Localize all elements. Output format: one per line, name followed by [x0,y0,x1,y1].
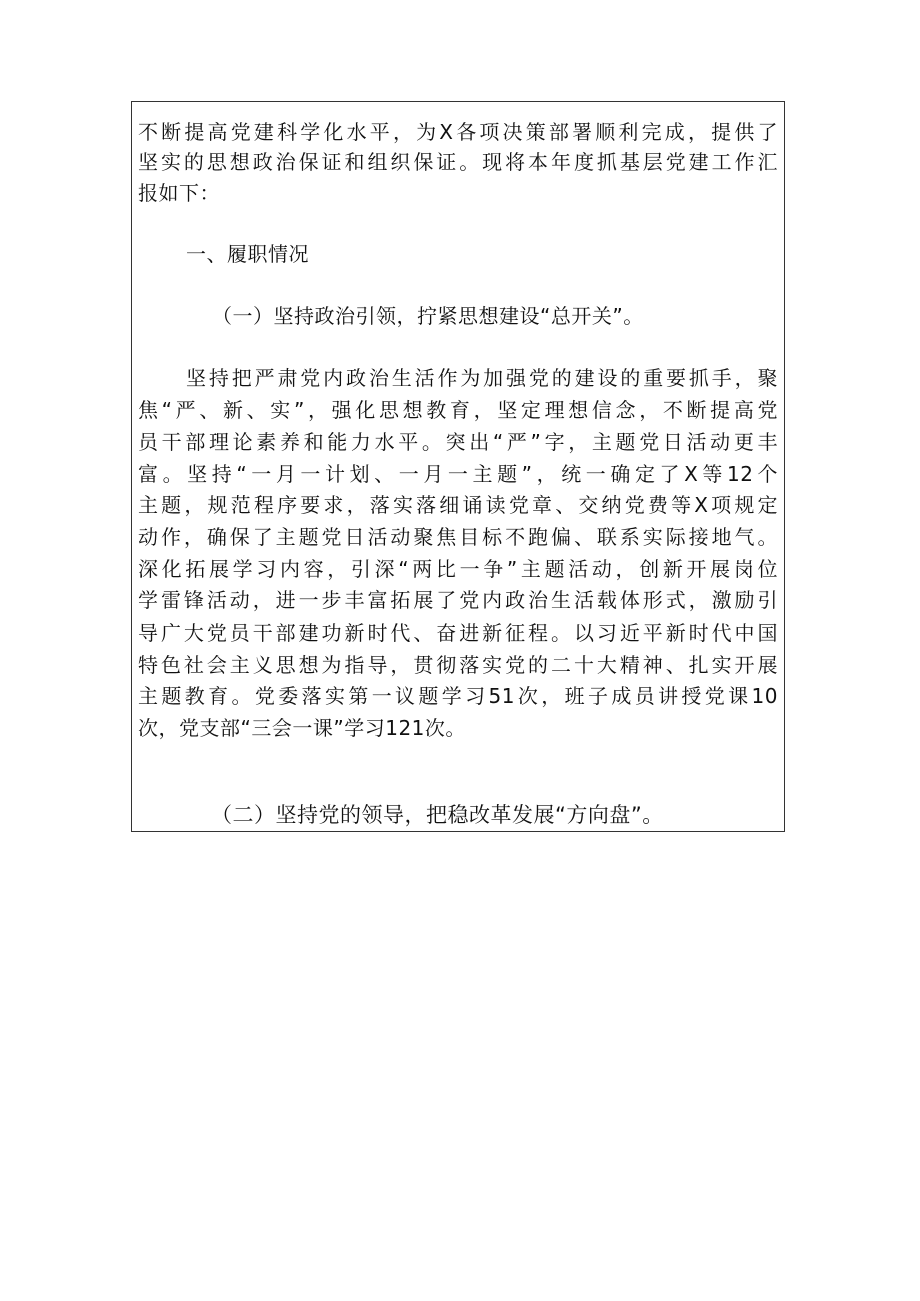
paragraph-line-3: 员干部理论素养和能力水平。突出“严”字，主题党日活动更丰 [138,429,778,454]
paragraph-line-1: 坚持把严肃党内政治生活作为加强党的建设的重要抓手，聚 [186,366,778,391]
paragraph-line-12: 次，党支部“三会一课”学习121次。 [138,716,466,740]
paragraph-line-10: 特色社会主义思想为指导，贯彻落实党的二十大精神、扎实开展 [138,652,778,677]
section-heading-1: 一、履职情况 [186,242,309,267]
paragraph-line-2: 焦“严、新、实”，强化思想教育，坚定理想信念，不断提高党 [138,398,778,423]
paragraph-line-11: 主题教育。党委落实第一议题学习51次，班子成员讲授党课10 [138,683,778,708]
intro-line-3: 报如下： [138,181,220,206]
paragraph-line-7: 深化拓展学习内容，引深“两比一争”主题活动，创新开展岗位 [138,557,778,582]
paragraph-line-9: 导广大党员干部建功新时代、奋进新征程。以习近平新时代中国 [138,620,778,645]
paragraph-line-4: 富。坚持“一月一计划、一月一主题”，统一确定了X等12个 [138,461,778,486]
intro-line-1: 不断提高党建科学化水平，为X各项决策部署顺利完成，提供了 [138,120,778,144]
subsection-heading-2: （二）坚持党的领导，把稳改革发展“方向盘”。 [211,803,664,827]
paragraph-line-6: 动作，确保了主题党日活动聚焦目标不跑偏、联系实际接地气。 [138,525,778,550]
paragraph-line-5: 主题，规范程序要求，落实落细诵读党章、交纳党费等X项规定 [138,493,778,518]
subsection-heading-1: （一）坚持政治引领，拧紧思想建设“总开关”。 [212,303,644,328]
document-frame [131,101,785,832]
paragraph-line-8: 学雷锋活动，进一步丰富拓展了党内政治生活载体形式，激励引 [138,588,778,613]
intro-line-2: 坚实的思想政治保证和组织保证。现将本年度抓基层党建工作汇 [138,149,778,174]
